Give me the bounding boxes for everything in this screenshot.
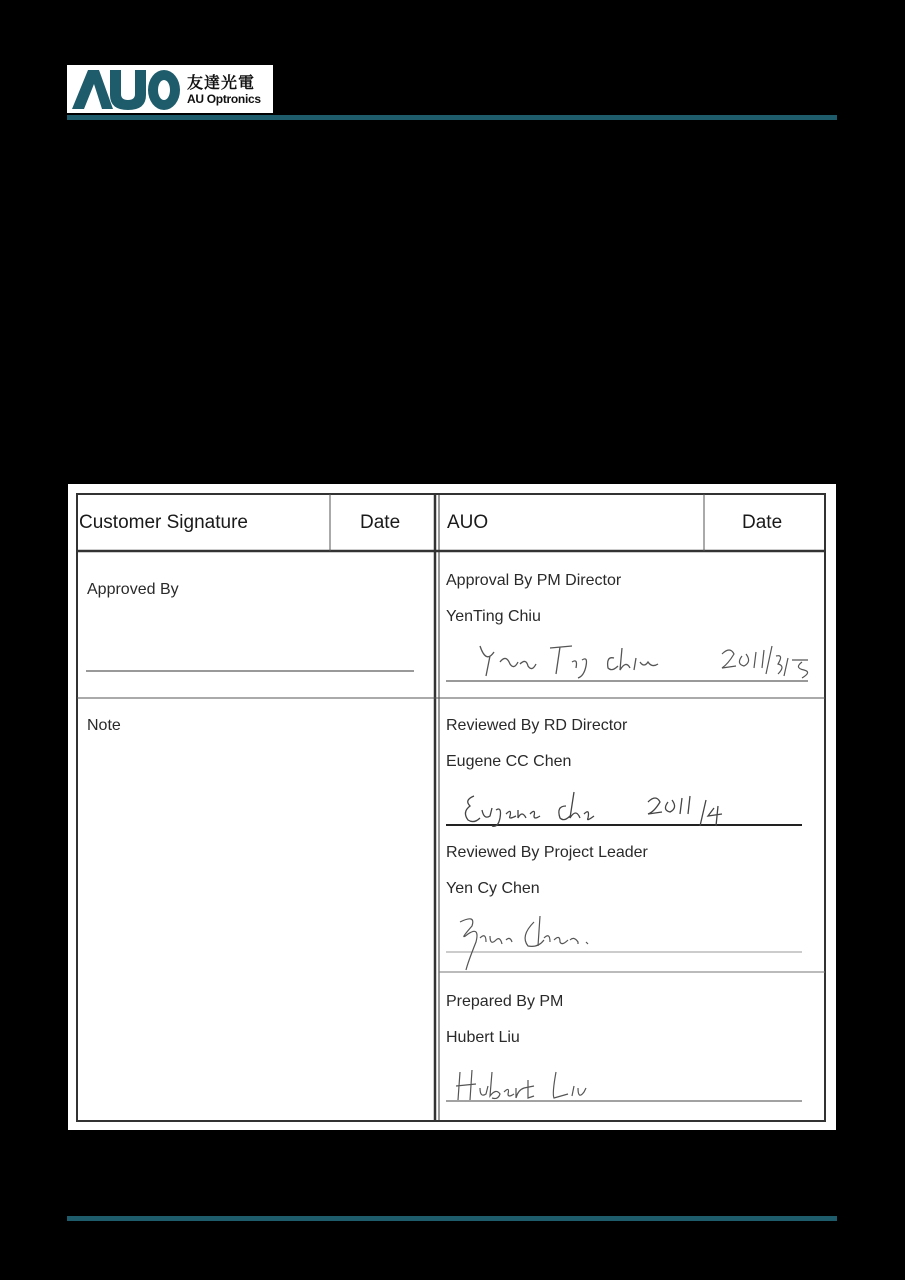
project-leader-role: Reviewed By Project Leader	[446, 844, 648, 861]
pm-director-role: Approval By PM Director	[446, 572, 622, 589]
auo-date-header: Date	[742, 512, 783, 533]
pm-director-name: YenTing Chiu	[446, 608, 541, 625]
customer-signature-header: Customer Signature	[79, 512, 248, 533]
logo-chinese-text: 友達光電	[187, 73, 256, 92]
auo-logo-mark	[70, 67, 182, 111]
logo-english-text: AU Optronics	[187, 92, 261, 106]
project-leader-signature	[450, 912, 610, 974]
project-leader-name: Yen Cy Chen	[446, 880, 540, 897]
customer-date-header: Date	[360, 512, 401, 533]
pm-signature	[452, 1066, 622, 1106]
pm-role: Prepared By PM	[446, 993, 564, 1010]
note-label: Note	[87, 717, 121, 734]
rd-director-name: Eugene CC Chen	[446, 753, 572, 770]
pm-director-signature	[472, 634, 828, 680]
header-rule	[67, 115, 837, 120]
pm-name: Hubert Liu	[446, 1029, 520, 1046]
auo-header: AUO	[447, 512, 489, 533]
rd-director-signature	[460, 786, 760, 830]
auo-logo	[67, 65, 273, 113]
approved-by-label: Approved By	[87, 581, 179, 598]
signature-form	[68, 484, 836, 1130]
footer-rule	[67, 1216, 837, 1221]
rd-director-role: Reviewed By RD Director	[446, 717, 628, 734]
